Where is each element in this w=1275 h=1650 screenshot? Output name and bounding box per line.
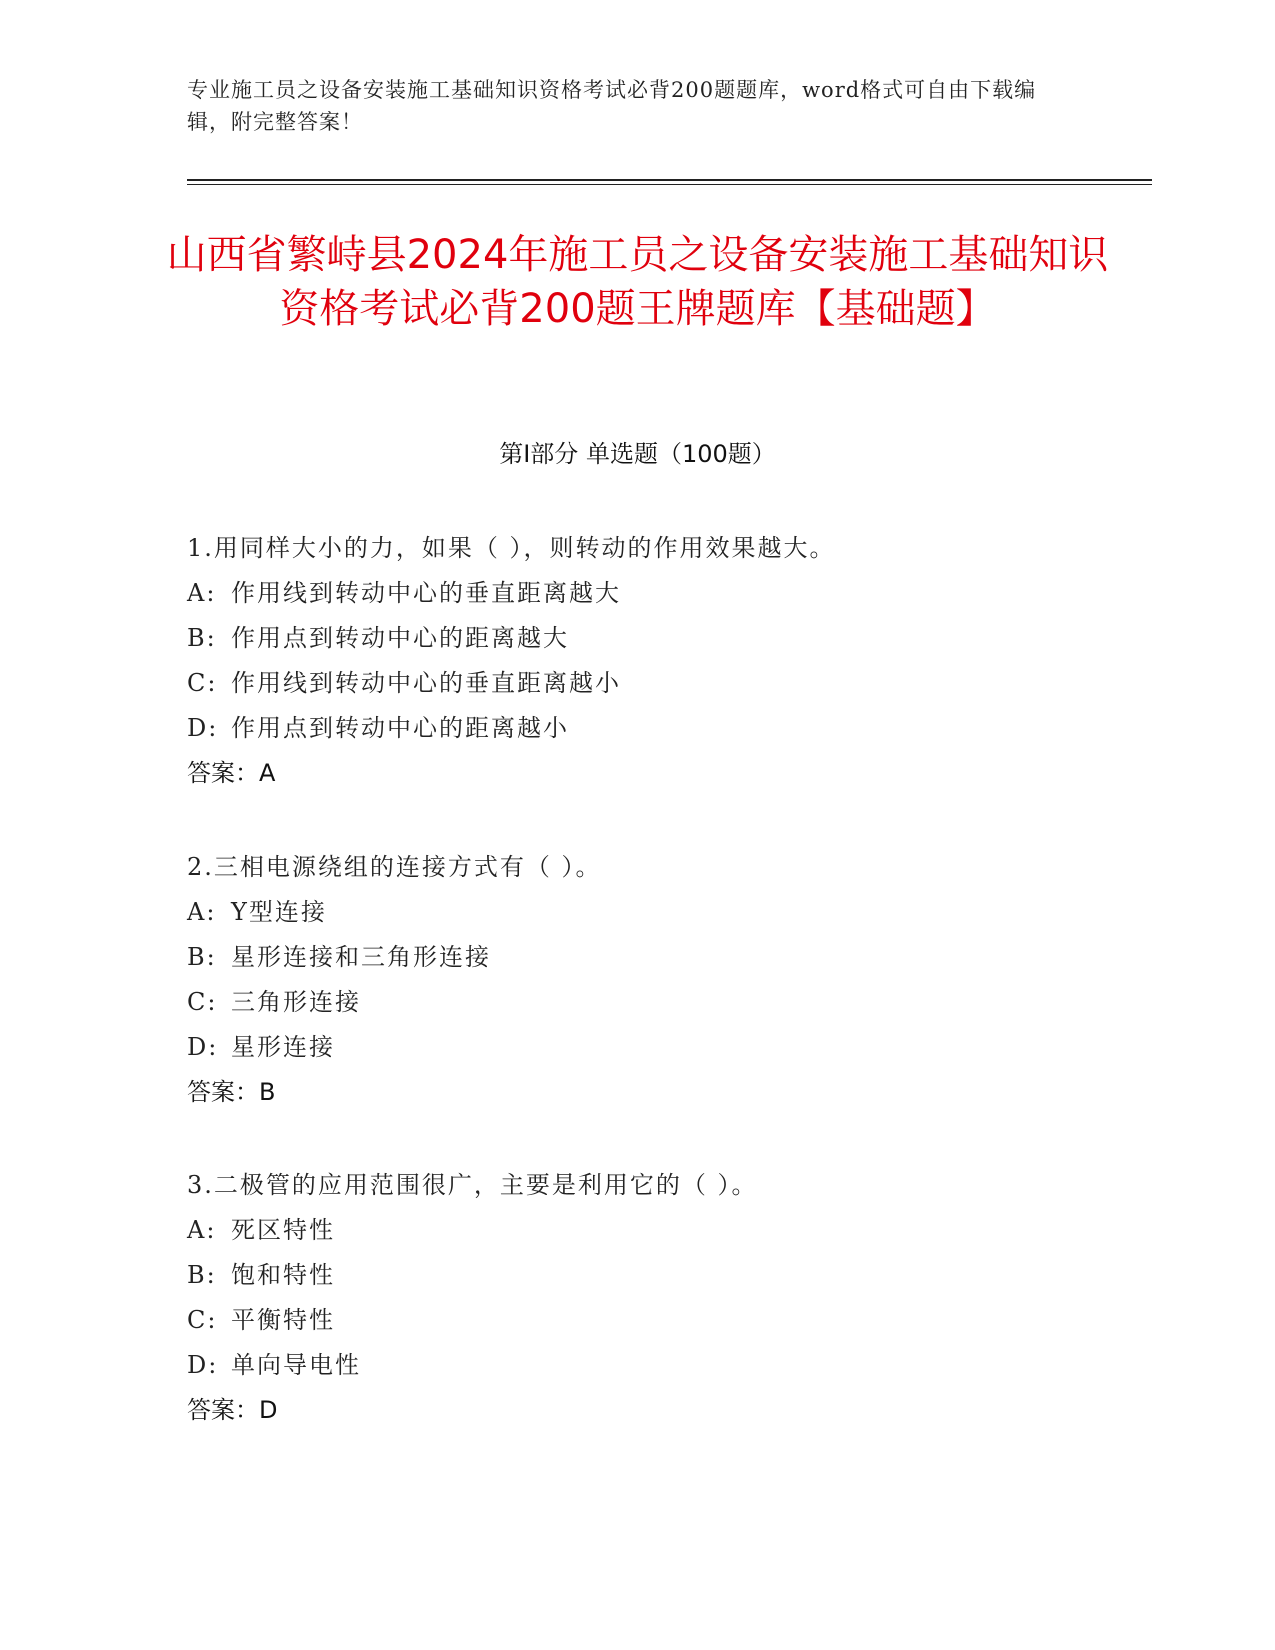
- section-heading: 第I部分 单选题（100题）: [499, 440, 776, 468]
- option-item: [187, 1298, 1087, 1343]
- question-stem: 1.用同样大小的力，如果（ ），则转动的作用效果越大。: [187, 534, 836, 562]
- option-text: 死区特性: [231, 1216, 335, 1244]
- option-item: [187, 1208, 1087, 1253]
- option-text: 单向导电性: [231, 1351, 361, 1379]
- option-letter: B:: [187, 624, 217, 652]
- header-rule-thin: [187, 184, 1152, 185]
- option-letter: D:: [187, 1033, 219, 1061]
- option-text: Y型连接: [231, 898, 327, 926]
- option-text: 作用点到转动中心的距离越大: [231, 624, 569, 652]
- option-item: [187, 571, 1087, 616]
- option-letter: C:: [187, 669, 218, 697]
- option-item: [187, 890, 1087, 935]
- question-stem: 2.三相电源绕组的连接方式有（ ）。: [187, 853, 602, 881]
- answer-line: 答案：D: [187, 1396, 278, 1424]
- option-item: [187, 1025, 1087, 1070]
- option-letter: D:: [187, 1351, 219, 1379]
- option-text: 星形连接和三角形连接: [231, 943, 491, 971]
- option-letter: C:: [187, 1306, 218, 1334]
- question-block: [187, 526, 1087, 796]
- option-letter: C:: [187, 988, 218, 1016]
- option-item: [187, 661, 1087, 706]
- option-item: [187, 980, 1087, 1025]
- option-text: 作用线到转动中心的垂直距离越大: [231, 579, 621, 607]
- option-text: 三角形连接: [231, 988, 361, 1016]
- option-letter: D:: [187, 714, 219, 742]
- option-letter: A:: [187, 579, 217, 607]
- option-text: 星形连接: [231, 1033, 335, 1061]
- option-letter: B:: [187, 943, 217, 971]
- option-item: [187, 935, 1087, 980]
- option-letter: A:: [187, 1216, 217, 1244]
- answer-line: 答案：B: [187, 1078, 276, 1106]
- option-item: [187, 1253, 1087, 1298]
- option-text: 饱和特性: [231, 1261, 335, 1289]
- option-letter: B:: [187, 1261, 217, 1289]
- answer-line: 答案：A: [187, 759, 276, 787]
- option-item: [187, 706, 1087, 751]
- option-text: 平衡特性: [231, 1306, 335, 1334]
- option-text: 作用线到转动中心的垂直距离越小: [231, 669, 621, 697]
- question-block: [187, 1163, 1087, 1433]
- option-letter: A:: [187, 898, 217, 926]
- option-text: 作用点到转动中心的距离越小: [231, 714, 569, 742]
- document-title: 山西省繁峙县2024年施工员之设备安装施工基础知识资格考试必背200题王牌题库【基础题】: [166, 232, 1109, 332]
- option-item: [187, 616, 1087, 661]
- header-note: 专业施工员之设备安装施工基础知识资格考试必背200题题库，word格式可自由下载编辑，附完整答案！: [187, 78, 1037, 134]
- option-item: [187, 1343, 1087, 1388]
- question-block: [187, 845, 1087, 1115]
- header-rule-thick: [187, 179, 1152, 181]
- question-stem: 3.二极管的应用范围很广，主要是利用它的（ ）。: [187, 1171, 758, 1199]
